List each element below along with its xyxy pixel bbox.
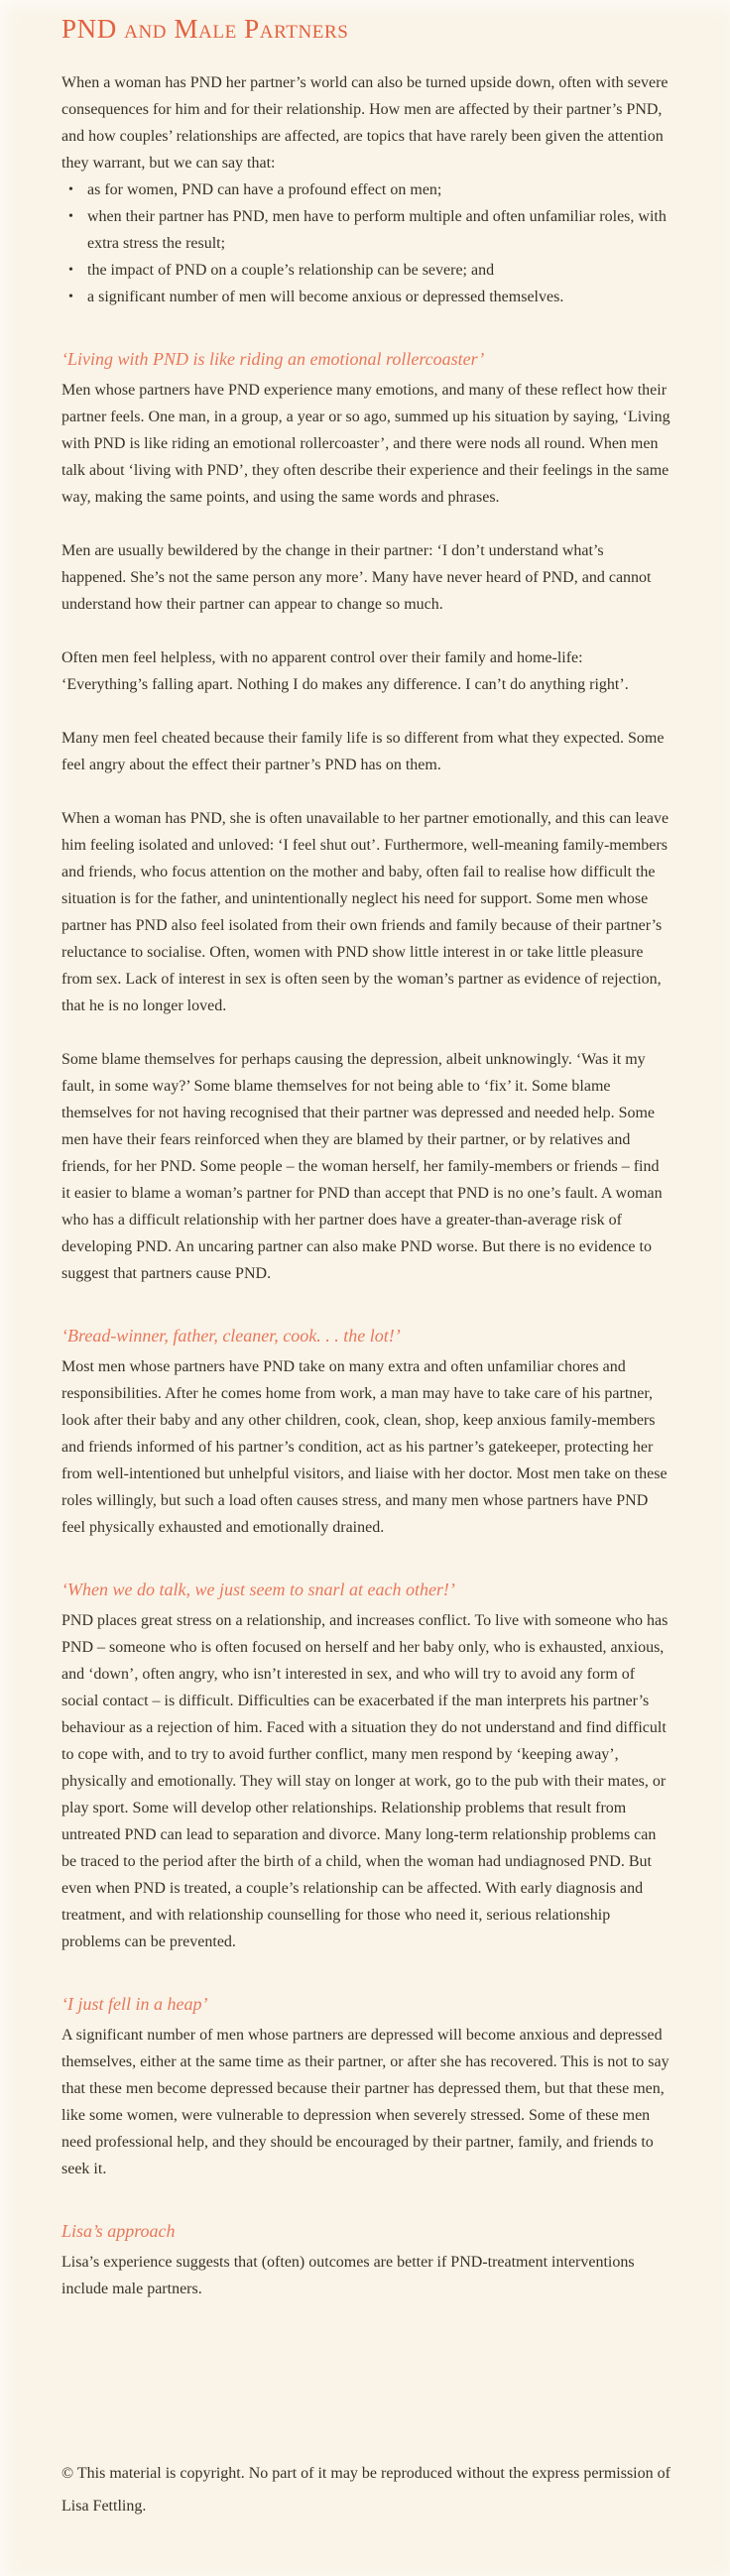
section-when-we-do-talk xyxy=(61,1577,671,1955)
intro-bullet-list xyxy=(61,176,671,310)
section-paragraph: PND places great stress on a relationship, and increases conflict. To live with someone who has PND – someone who is often focused on herself and her baby only, who is exhausted, anxious, and ‘down’, often angry, who isn’t interested in sex, and who will try to avoid any form of social contact – is difficult. Difficulties can be exacerbated if the man interprets his partner’s behaviour as a rejection of him. Faced with a situation they do not understand and find difficult to cope with, and to try to avoid further conflict, many men respond by ‘keeping away’, physically and emotionally. They will stay on longer at work, go to the pub with their mates, or play sport. Some will develop other relationships. Relationship problems that result from untreated PND can lead to separation and divorce. Many long-term relationship problems can be traced to the period after the birth of a child, when the woman had undiagnosed PND. But even when PND is treated, a couple’s relationship can be affected. With early diagnosis and treatment, and with relationship counselling for those who need it, serious relationship problems can be prevented. xyxy=(61,1612,669,1950)
section-living-with-pnd xyxy=(61,346,671,1287)
intro-paragraph: When a woman has PND her partner’s world can also be turned upside down, often with severe consequences for him and for their relationship. How men are affected by their partner’s PND, and how couples’ relationships are affected, are topics that have rarely been given the attention they warrant, but we can say that: xyxy=(61,74,669,172)
section-paragraph: Many men feel cheated because their family life is so different from what they expected. Some feel angry about the effect their partner’s PND has on them. xyxy=(61,730,665,773)
section-heading: ‘I just fell in a heap’ xyxy=(61,1994,208,2014)
section-heading: ‘Bread-winner, father, cleaner, cook. . . the lot!’ xyxy=(61,1326,401,1346)
page-footer xyxy=(61,2457,671,2522)
bullet-item: • when their partner has PND, men have to perform multiple and often unfamiliar roles, with extra stress the result; xyxy=(61,203,671,257)
section-paragraph: A significant number of men whose partners are depressed will become anxious and depressed themselves, either at the same time as their partner, or after she has recovered. This is not to say that these men become depressed because their partner has depressed them, but that these men, like some women, were vulnerable to depression when severely stressed. Some of these men need professional help, and they should be encouraged by their partner, family, and friends to seek it. xyxy=(61,2027,669,2177)
section-paragraph: Lisa’s experience suggests that (often) outcomes are better if PND-treatment interventions include male partners. xyxy=(61,2254,635,2297)
section-paragraph: Men whose partners have PND experience many emotions, and many of these reflect how their partner feels. One man, in a group, a year or so ago, summed up his situation by saying, ‘Living with PND is like riding an emotional rollercoaster’, and there were nods all round. When men talk about ‘living with PND’, they often describe their experience and their feelings in the same way, making the same points, and using the same words and phrases. xyxy=(61,382,670,506)
section-heading: ‘Living with PND is like riding an emotional rollercoaster’ xyxy=(61,349,485,369)
section-i-just-fell-in-a-heap xyxy=(61,1991,671,2182)
bullet-item: • as for women, PND can have a profound effect on men; xyxy=(61,176,671,203)
section-paragraph: When a woman has PND, she is often unavailable to her partner emotionally, and this can leave him feeling isolated and unloved: ‘I feel shut out’. Furthermore, well-meaning family-members and friends, who focus attention on the mother and baby, often fail to realise how difficult the situation is for the father, and unintentionally neglect his need for support. Some men whose partner has PND also feel isolated from their own friends and family because of their partner’s reluctance to socialise. Often, women with PND show little interest in or take little pleasure from sex. Lack of interest in sex is often seen by the woman’s partner as evidence of rejection, that he is no longer loved. xyxy=(61,810,669,1014)
section-paragraph: Often men feel helpless, with no apparent control over their family and home-life: ‘Everything’s falling apart. Nothing I do makes any difference. I can’t do anything right’. xyxy=(61,649,629,693)
section-heading: Lisa’s approach xyxy=(61,2221,176,2241)
section-lisas-approach xyxy=(61,2218,671,2302)
bullet-item: • the impact of PND on a couple’s relationship can be severe; and xyxy=(61,257,671,284)
section-paragraph: Some blame themselves for perhaps causing the depression, albeit unknowingly. ‘Was it my fault, in some way?’ Some blame themselves for not being able to ‘fix’ it. Some blame themselves for not having recognised that their partner was depressed and needed help. Some men have their fears reinforced when they are blamed by their partner, or by relatives and friends, for her PND. Some people – the woman herself, her family-members or friends – find it easier to blame a woman’s partner for PND than accept that PND is no one’s fault. A woman who has a difficult relationship with her partner does have a greater-than-average risk of developing PND. An uncaring partner can also make PND worse. But there is no evidence to suggest that partners cause PND. xyxy=(61,1051,663,1282)
section-heading: ‘When we do talk, we just seem to snarl at each other!’ xyxy=(61,1580,455,1599)
bullet-item: • a significant number of men will become anxious or depressed themselves. xyxy=(61,284,671,310)
section-bread-winner xyxy=(61,1323,671,1541)
page-title: PND and Male Partners xyxy=(61,14,349,44)
section-paragraph: Men are usually bewildered by the change in their partner: ‘I don’t understand what’s happened. She’s not the same person any more’. Many have never heard of PND, and cannot understand how their partner can appear to change so much. xyxy=(61,542,652,613)
section-paragraph: Most men whose partners have PND take on many extra and often unfamiliar chores and responsibilities. After he comes home from work, a man may have to take care of his partner, look after their baby and any other children, cook, clean, shop, keep anxious family-members and friends informed of his partner’s condition, act as his partner’s gatekeeper, protecting her from well-intentioned but unhelpful visitors, and liaise with her doctor. Most men take on these roles willingly, but such a load often causes stress, and many men whose partners have PND feel physically exhausted and emotionally drained. xyxy=(61,1358,668,1536)
copyright-notice: © This material is copyright. No part of it may be reproduced without the express permission of Lisa Fettling. xyxy=(61,2465,670,2515)
